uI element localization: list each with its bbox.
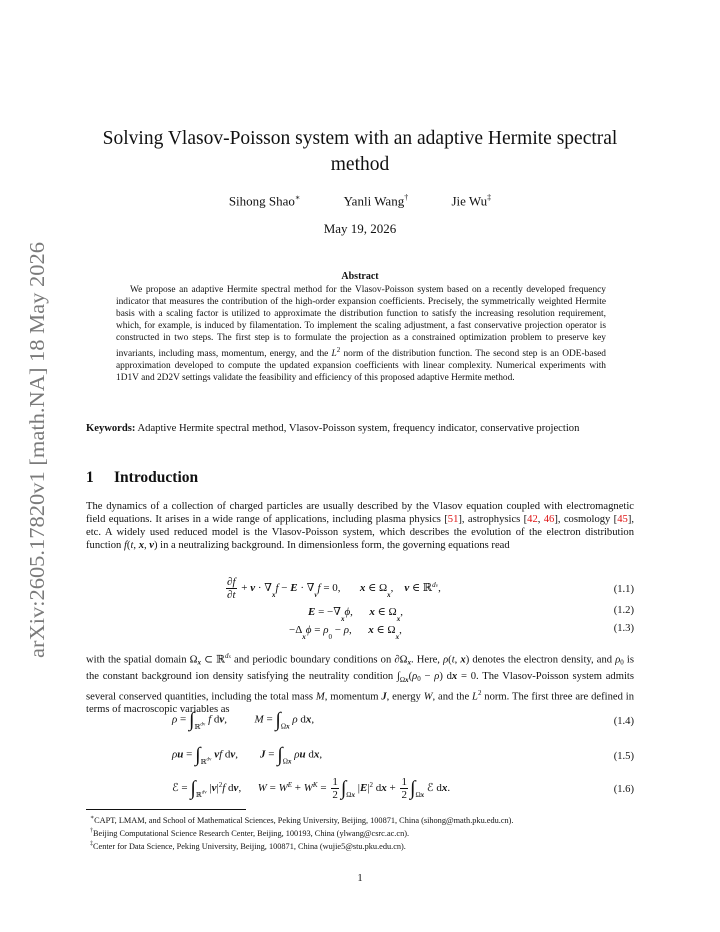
footnote-rule (86, 809, 246, 810)
paragraph-text: , energy (386, 691, 424, 703)
section-number: 1 (86, 469, 94, 486)
citation-link[interactable]: 46 (543, 514, 555, 525)
citation-link[interactable]: 42 (527, 514, 538, 525)
equation-body: $\rho u = \int_{ℝ^{dv}}$ vf dv, $J = \int_{\Omega x}$ ρu dx, (172, 744, 323, 766)
abstract-text-b: norm of the distribution function. The second step is an ODE-based approximation developed to compute the updated expansion coefficients with linear complexity. Numerical experiments with 1D1V and 2D2V settings validate the feasibility and efficiency of this proposed adaptive Hermite method. (116, 349, 606, 384)
equation-1-5 (86, 744, 634, 775)
equation-number: (1.5) (613, 751, 634, 762)
intro-text: in a neutralizing background. In dimensionless form, the governing equations read (157, 540, 510, 551)
section-heading (86, 469, 198, 487)
author-name: Yanli Wang (343, 193, 405, 209)
author-list (86, 193, 634, 209)
author-mark: ‡ (487, 193, 492, 202)
footnote-mark: ‡ (90, 840, 93, 847)
footnote-3 (90, 839, 634, 852)
paragraph-text: is the constant background ion density satisfying the neutrality condition (86, 654, 634, 682)
intro-text: ], etc. A widely used reduced model is the Vlasov-Poisson system, which describes the evolution of the electron distribution function (86, 514, 634, 551)
paragraph-text: with the spatial domain (86, 654, 190, 666)
paper-title: Solving Vlasov-Poisson system with an adaptive Hermite spectral method (102, 128, 618, 175)
equation-1-6 (86, 776, 634, 808)
abstract-text-a: We propose an adaptive Hermite spectral method for the Vlasov-Poisson system based on a recently developed frequency indicator that measures the contribution of the high-order expansion coefficients. Precisely, the symmetrically weighted Hermite basis with a scaling factor is utilized to approximate the distribution function to satisfy the increasing resolution requirement, which, for example, is induced by filamentation. To implement the scaling adjustment, a fast conservative projection operator is constructed in two steps. The first step is to formulate the projection as a constrained optimization problem to preserve key invariants, including mass, momentum, energy, and the (116, 285, 606, 360)
abstract-heading: Abstract (341, 271, 379, 282)
footnote-1 (90, 813, 634, 826)
footnote-text: Beijing Computational Science Research Center, Beijing, 100193, China (ylwang@csrc.ac.cn). (93, 828, 410, 838)
author-2 (344, 193, 409, 209)
paragraph-text: and periodic boundary conditions on (230, 654, 395, 666)
author-mark: ∗ (294, 193, 301, 202)
equation-body: ℰ = $\int_{ℝ^{dv}}$ $|v|^2f$ dv, $W = W^E + W^K$ = $\frac{1}{2}$ $\int_{\Omega x}$ $|E|^2$ dx + $\frac{1}{2}$ $\int_{\Omega x}$ ℰ dx. (172, 776, 451, 801)
paragraph-text: . Here, (410, 654, 444, 666)
arxiv-stamp (6, 240, 54, 660)
footnotes (86, 813, 634, 851)
equation-body: $E = -\nabla_x\phi$, x ∈ $\Omega_x$, (308, 606, 403, 623)
page-number: 1 (357, 873, 363, 884)
abstract-body: We propose an adaptive Hermite spectral method for the Vlasov-Poisson system based on a recently developed frequency indicator that measures the contribution of the high-order expansion coefficients. Precisely, the symmetrically weighted Hermite basis with a scaling factor is utilized to approximate the distribution function to satisfy the increasing resolution requirement, which, for example, is induced by filamentation. To implement the scaling adjustment, a fast conservative projection operator is constructed in two steps. The first step is to formulate the projection as a constrained optimization problem to preserve key invariants, including mass, momentum, energy, and the $L^2$ norm of the distribution function. The second step is an ODE-based approximation developed to compute the updated expansion coefficients with linear complexity. Numerical experiments with 1D1V and 2D2V settings validate the feasibility and efficiency of this proposed adaptive Hermite method. (116, 285, 606, 384)
intro-text: ], astrophysics [ (458, 514, 528, 525)
paragraph-text: , momentum (324, 691, 382, 703)
footnote-2 (90, 826, 634, 839)
paper-date: May 19, 2026 (323, 221, 397, 236)
author-3 (451, 193, 491, 209)
equation-body: $\rho = \int_{ℝ^{dv}}$ f dv, $M = \int_{\Omega x}$ ρ dx, (172, 709, 315, 731)
footnote-mark: ∗ (90, 815, 95, 821)
equation-number: (1.2) (613, 605, 634, 616)
author-1 (229, 193, 301, 209)
equation-number: (1.3) (613, 623, 634, 634)
author-mark: † (404, 193, 409, 202)
intro-paragraph: The dynamics of a collection of charged particles are usually described by the Vlasov equation coupled with electromagnetic field equations. It arises in a wide range of applications, including plasma physics [51], astrophysics [42, 46], cosmology [45], etc. A widely used reduced model is the Vlasov-Poisson system, which describes the evolution of the electron distribution function f(t, x, v) in a neutralizing background. In dimensionless form, the governing equations read (86, 501, 634, 551)
intro-text: The dynamics of a collection of charged particles are usually described by the Vlasov equation coupled with electromagnetic field equations. It arises in a wide range of applications, including plasma physics [ (86, 501, 634, 525)
equation-1-1 (86, 578, 634, 606)
equation-1-2 (86, 605, 634, 625)
keywords (86, 422, 634, 435)
citation-link[interactable]: 51 (447, 514, 459, 525)
keywords-label: Keywords: (86, 423, 136, 434)
equation-number: (1.4) (613, 716, 634, 727)
footnote-mark: † (90, 827, 93, 834)
equation-body: $-\Delta_x\phi = \rho_0 - \rho$, x ∈ $\Omega_x$, (289, 624, 402, 641)
citation-link[interactable]: 45 (617, 514, 628, 525)
equation-body: $\frac{\partial f}{\partial t}$ + $v \cdot \nabla_xf - E \cdot \nabla_vf = 0$, x ∈ $\Omega_x$, v ∈ ℝ$^{dv}$, (227, 576, 441, 601)
paragraph-text: denotes the electron density, and (469, 654, 616, 666)
paragraph-text: norm. The first three are defined in terms of macroscopic variables as (86, 691, 635, 716)
equation-number: (1.6) (613, 784, 634, 795)
equation-number: (1.1) (613, 584, 634, 595)
section-title: Introduction (114, 469, 199, 486)
paragraph-2: with the spatial domain Ωx ⊂ ℝ$^{dx}$ and periodic boundary conditions on ∂Ωx. Here, ρ(t, x) denotes the electron density, and ρ0 is the constant background ion density satisfying the neutrality condition $\int_{\Omega x}(\rho 0 - \rho)$ dx = 0. The Vlasov-Poisson system admits several conserved quantities, including the total mass M, momentum J, energy W, and the $L^2$ norm. The first three are defined in terms of macroscopic variables as (86, 652, 635, 716)
footnote-text: CAPT, LMAM, and School of Mathematical Sciences, Peking University, Beijing, 100871, China (sihong@math.pku.edu.cn). (94, 815, 514, 825)
footnote-text: Center for Data Science, Peking University, Beijing, 100871, China (wujie5@stu.pku.edu.cn). (93, 841, 406, 851)
author-name: Jie Wu (451, 193, 488, 209)
paragraph-text: , and the (432, 691, 473, 703)
author-name: Sihong Shao (228, 193, 295, 209)
equation-1-3 (86, 623, 634, 643)
intro-text: ], cosmology [ (554, 514, 618, 525)
paragraph-text: . The Vlasov-Poisson system admits several conserved quantities, including the total mass (86, 670, 634, 703)
arxiv-stamp-text: arXiv:2605.17820v1 [math.NA] 18 May 2026 (25, 269, 49, 658)
equation-1-4 (86, 709, 634, 740)
keywords-text: Adaptive Hermite spectral method, Vlasov-Poisson system, frequency indicator, conservative projection (137, 423, 580, 434)
